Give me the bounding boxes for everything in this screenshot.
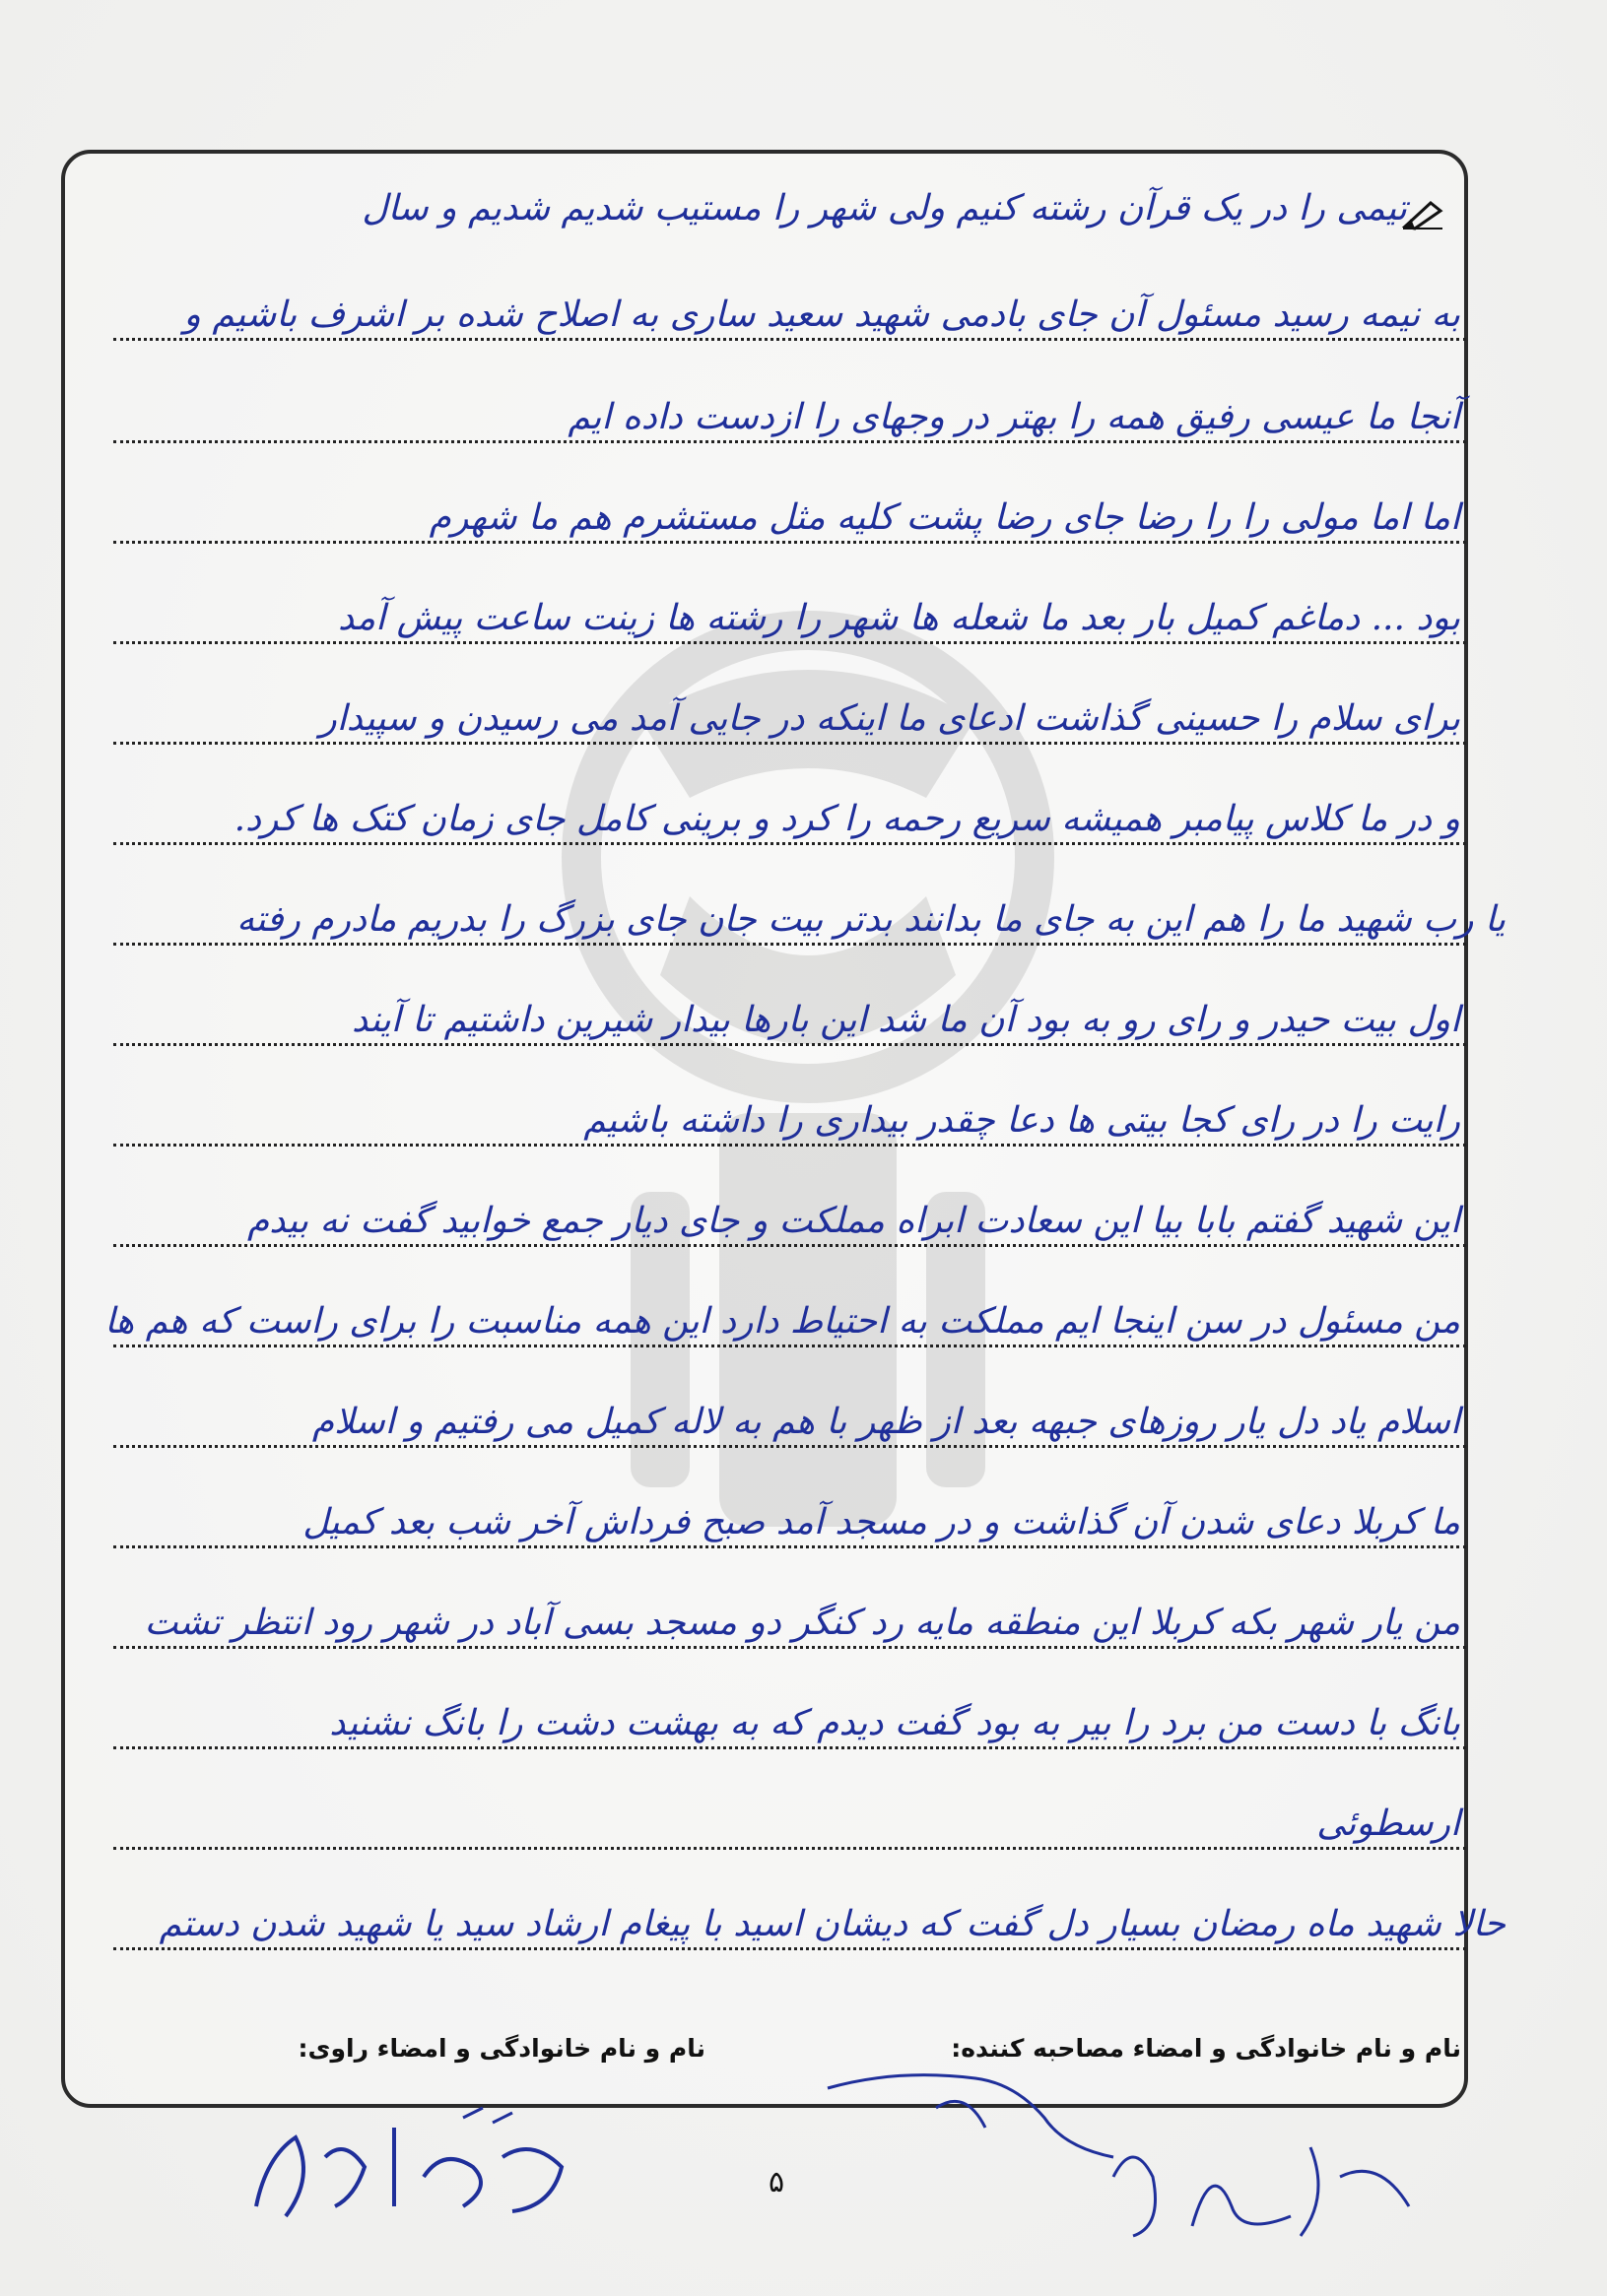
text-line [113, 881, 1506, 950]
text-line [113, 680, 1466, 749]
interviewer-signature-label: نام و نام خانوادگی و امضاء مصاحبه کننده: [951, 2034, 1461, 2063]
handwritten-text: من یار شهر بکه کربلا این منطقه مایه رد کنگر دو مسجد بسی آباد در شهر رود انتظر تشت [144, 1603, 1460, 1643]
handwritten-text: به نیمه رسید مسئول آن جای بادمی شهید سعید ساری به اصلاح شده بر اشرف باشیم و [183, 295, 1460, 335]
text-line [113, 1383, 1466, 1452]
handwritten-text: آنجا ما عیسی رفیق همه را بهتر در وجهای را ازدست داده ایم [568, 397, 1460, 437]
dotted-rule [113, 1545, 1466, 1548]
handwritten-text: بانگ با دست من برد را بیر به بود گفت دیدم که به بهشت دشت را بانگ نشنید [329, 1703, 1460, 1743]
text-line [113, 378, 1466, 447]
text-line [113, 981, 1466, 1050]
interviewer-signature-2 [1094, 2118, 1448, 2256]
dotted-rule [113, 1345, 1466, 1347]
text-line [113, 1082, 1466, 1150]
page-number: ۵ [769, 2165, 785, 2199]
dotted-rule [113, 1144, 1466, 1147]
narrator-signature [236, 2098, 591, 2236]
handwritten-text: اسلام یاد دل یار روزهای جبهه بعد از ظهر با هم به لاله کمیل می رفتیم و اسلام [311, 1402, 1460, 1442]
dotted-rule [113, 1445, 1466, 1448]
dotted-rule [113, 1847, 1466, 1850]
dotted-rule [113, 1043, 1466, 1046]
handwritten-text: یا رب شهید ما را هم این به جای ما بدانند بدتر بیت جان جای بزرگ را بدریم مادرم رفته [236, 899, 1506, 940]
handwritten-text: اول بیت حیدر و رای رو به بود آن ما شد این بارها بیدار شیرین داشتیم تا آیند [351, 1000, 1460, 1040]
dotted-rule [113, 842, 1466, 845]
handwritten-text: حالا شهید ماه رمضان بسیار دل گفت که دیشان اسید با پیغام ارشاد سید یا شهید شدن دستم [159, 1904, 1506, 1944]
handwritten-text: این شهید گفتم بابا بیا این سعادت ابراه مملکت و جای دیار جمع خوابید گفت نه بیدم [246, 1201, 1460, 1241]
text-line [113, 479, 1466, 548]
text-line [113, 1684, 1466, 1753]
text-line [113, 579, 1466, 648]
handwritten-text: ما کربلا دعای شدن آن گذاشت و در مسجد آمد صبح فرداش آخر شب بعد کمیل [302, 1502, 1460, 1542]
text-line [113, 276, 1466, 345]
dotted-rule [113, 1244, 1466, 1247]
handwritten-text: رایت را در رای کجا بیتی ها دعا چقدر بیداری را داشته باشیم [583, 1100, 1460, 1141]
dotted-rule [113, 742, 1466, 745]
text-line [113, 1584, 1466, 1653]
interviewer-signature [818, 2049, 1133, 2167]
dotted-rule [113, 1646, 1466, 1649]
text-line [113, 169, 1466, 238]
dotted-rule [113, 1746, 1466, 1749]
handwritten-text: تیمی را در یک قرآن رشته کنیم ولی شهر را مستیب شدیم شدیم و سال [362, 188, 1407, 229]
handwritten-text: من مسئول در سن اینجا ایم مملکت به احتیاط دارد این همه مناسبت را برای راست که هم ها [104, 1301, 1460, 1342]
dotted-rule [113, 541, 1466, 544]
handwritten-text: ارسطوئی [1316, 1804, 1460, 1844]
text-line [113, 1182, 1466, 1251]
text-line [113, 1785, 1466, 1854]
dotted-rule [113, 1947, 1466, 1950]
text-line [113, 780, 1466, 849]
handwritten-text: بود ... دماغم کمیل بار بعد ما شعله ها شهر را رشته ها زینت ساعت پیش آمد [337, 598, 1460, 638]
dotted-rule [113, 338, 1466, 341]
handwritten-text: اما اما مولی را را رضا جای رضا پشت کلیه مثل مستشرم هم ما شهرم [429, 497, 1460, 538]
handwritten-text: برای سلام را حسینی گذاشت ادعای ما اینکه در جایی آمد می رسیدن و سپیدار [319, 698, 1460, 739]
dotted-rule [113, 641, 1466, 644]
text-line [113, 1885, 1506, 1954]
handwritten-text: و در ما کلاس پیامبر همیشه سریع رحمه را کرد و برینی کامل جای زمان کتک ها کرد. [234, 799, 1460, 839]
dotted-rule [113, 440, 1466, 443]
text-line [113, 1483, 1466, 1552]
text-line [104, 1282, 1466, 1351]
dotted-rule [113, 943, 1466, 946]
narrator-signature-label: نام و نام خانوادگی و امضاء راوی: [298, 2034, 705, 2063]
